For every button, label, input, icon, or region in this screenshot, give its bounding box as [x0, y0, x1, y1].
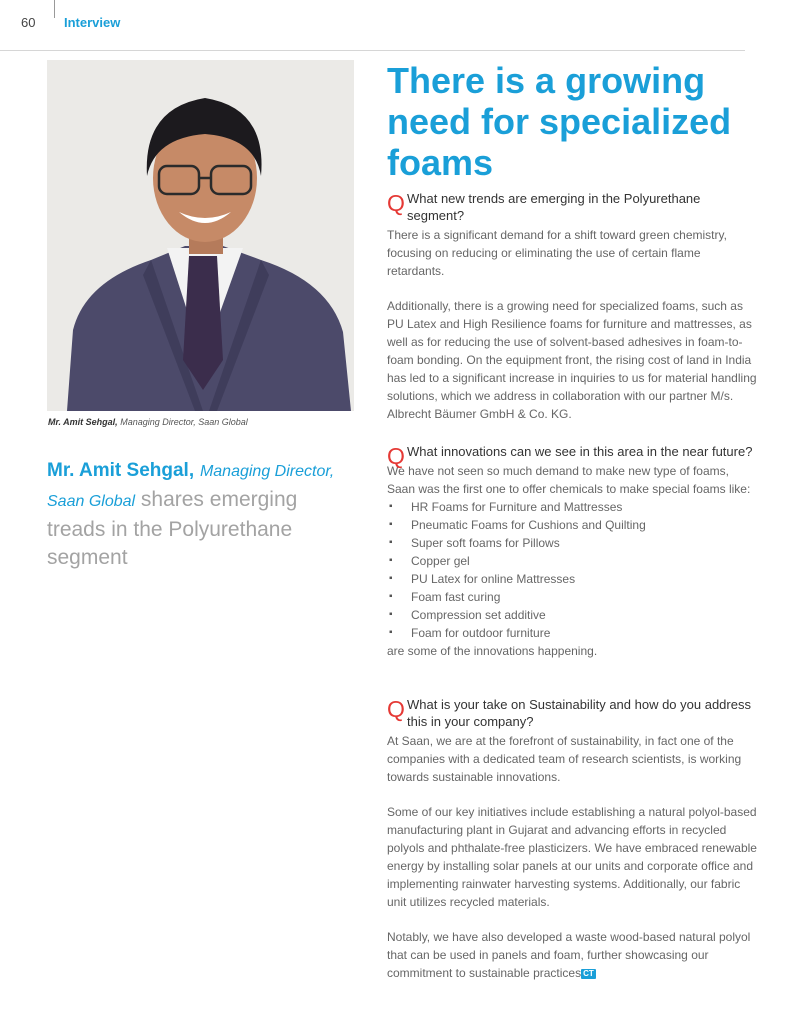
ct-end-mark-icon: CT: [583, 969, 594, 978]
question-2: [387, 443, 759, 469]
header-rule: [0, 50, 745, 51]
article-headline: There is a growing need for specialized foams: [387, 60, 732, 183]
list-item: [387, 606, 759, 624]
answer-paragraph: Additionally, there is a growing need for specialized foams, such as PU Latex and High Resilience foams for furniture and mattresses, as well as for reducing the use of solvent-based adhesives in foam-to-foam bonding. On the equipment front, the rising cost of land in India has led to a significant increase in inquiries to us for material handling solutions, which we address in collaboration with our partner M/s. Albrecht Bäumer GmbH & Co. KG.: [387, 299, 757, 421]
q-marker: Q: [387, 190, 405, 216]
answer-paragraph: Some of our key initiatives include establishing a natural polyol-based manufacturing plant in Gujarat and advancing efforts in recycled polyols and phthalate-free plasticizers. We have embraced renewable energy by installing solar panels at our units and corporate office and implementing rainwater harvesting systems. Additionally, our fabric unit utilizes recycled materials.: [387, 805, 757, 909]
intro-text: shares emerging treads in the Polyurethane segment: [47, 488, 298, 569]
intro-role: Managing Director, Saan Global: [47, 463, 335, 510]
qa-block-1: [387, 190, 759, 423]
answer-2: [387, 462, 759, 660]
list-item: [387, 516, 759, 534]
answer-outro: are some of the innovations happening.: [387, 644, 598, 658]
list-item: [387, 534, 759, 552]
list-item-text: Pneumatic Foams for Cushions and Quilting: [411, 518, 646, 532]
answer-paragraph-final: [387, 928, 759, 982]
qa-block-2: [387, 443, 759, 660]
section-label: Interview: [64, 15, 121, 30]
final-paragraph-text: Notably, we have also developed a waste wood-based natural polyol that can be used in panels and foam, further showcasing our commitment to sustainable practices: [387, 930, 751, 980]
caption-name: Mr. Amit Sehgal,: [48, 417, 118, 427]
q-marker: Q: [387, 443, 405, 469]
portrait-photo: [47, 60, 354, 411]
list-item: [387, 624, 759, 642]
question-1: [387, 190, 759, 224]
question-3: [387, 696, 759, 730]
question-text: What is your take on Sustainability and how do you address this in your company?: [407, 697, 751, 729]
intro-name: Mr. Amit Sehgal,: [47, 460, 195, 481]
list-item: [387, 588, 759, 606]
caption-role: Managing Director, Saan Global: [120, 417, 248, 427]
list-item: [387, 552, 759, 570]
answer-1: [387, 226, 759, 423]
question-text: What new trends are emerging in the Polyurethane segment?: [407, 191, 701, 223]
answer-paragraph: There is a significant demand for a shift toward green chemistry, focusing on reducing or eliminating the use of certain flame retardants.: [387, 228, 727, 278]
answer-paragraph: At Saan, we are at the forefront of sustainability, in fact one of the companies with a dedicated team of research scientists, is working towards sustainable innovations.: [387, 734, 742, 784]
bullet-icon: ▪: [389, 573, 393, 584]
bullet-icon: ▪: [389, 555, 393, 566]
qa-block-3: [387, 696, 759, 982]
list-item-text: HR Foams for Furniture and Mattresses: [411, 500, 623, 514]
bullet-icon: ▪: [389, 519, 393, 530]
answer-intro: We have not seen so much demand to make new type of foams, Saan was the first one to offer chemicals to make special foams like:: [387, 464, 751, 496]
bullet-icon: ▪: [389, 627, 393, 638]
list-item-text: Super soft foams for Pillows: [411, 536, 560, 550]
bullet-icon: ▪: [389, 591, 393, 602]
list-item-text: PU Latex for online Mattresses: [411, 572, 576, 586]
bullet-icon: ▪: [389, 609, 393, 620]
list-item-text: Foam fast curing: [411, 590, 501, 604]
page-number: 60: [21, 15, 36, 30]
list-item: [387, 498, 759, 516]
intro-blurb: [47, 456, 347, 572]
question-text: What innovations can we see in this area in the near future?: [407, 444, 753, 459]
list-item-text: Foam for outdoor furniture: [411, 626, 551, 640]
list-item-text: Copper gel: [411, 554, 470, 568]
header-divider-tick: [54, 0, 55, 18]
q-marker: Q: [387, 696, 405, 722]
list-item: [387, 570, 759, 588]
answer-3: [387, 732, 759, 982]
photo-caption: [48, 417, 248, 427]
bullet-icon: ▪: [389, 537, 393, 548]
list-item-text: Compression set additive: [411, 608, 546, 622]
innovation-list: [387, 498, 759, 642]
bullet-icon: ▪: [389, 501, 393, 512]
